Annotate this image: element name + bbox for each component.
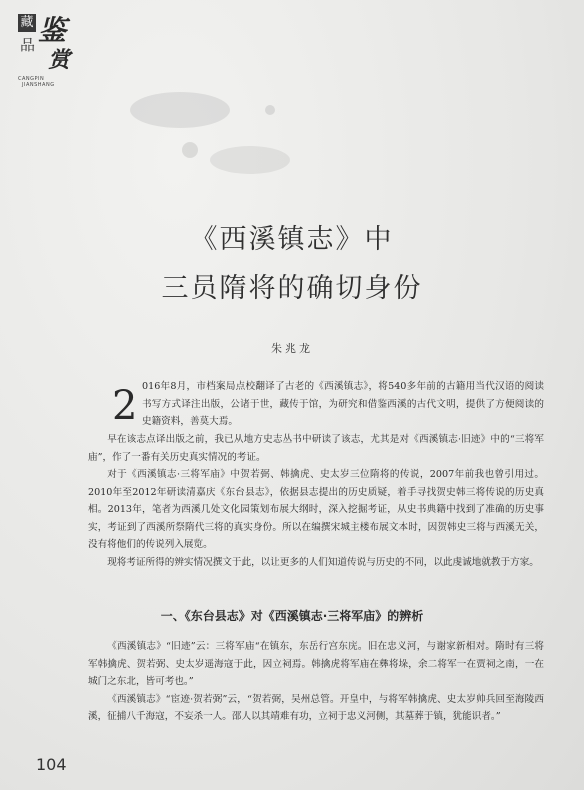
logo-english-2: JIANSHANG <box>22 82 55 88</box>
intro-paragraph <box>88 378 544 431</box>
drop-cap: 2 <box>112 383 138 429</box>
logo-box-char: 藏 <box>18 14 36 32</box>
section-body <box>88 638 544 726</box>
section-heading: 一、《东台县志》对《西溪镇志·三将军庙》的辨析 <box>160 609 424 623</box>
body-paragraph-2: 对于《西溪镇志·三将军庙》中贺若弼、韩擒虎、史太岁三位隋将的传说，2007年前我也曾引用过。2010年至2012年研读清嘉庆《东台县志》，依据县志提出的历史质疑，着手寻找贺史韩三将传说的历史真相。2013年，笔者为西溪几处文化园策划布展大纲时，深入挖掘考证，从史书典籍中找到了准确的历史事实，考证到了西溪所祭隋代三将的真实身份。所以在编撰宋城主楼布展文本时，因贺韩史三将与西溪无关，没有将他们的传说列入展览。 <box>88 469 544 550</box>
article-title-line-2: 三员隋将的确切身份 <box>161 273 423 304</box>
section-paragraph-2: 《西溪镇志》“宦迹·贺若弼”云，“贺若弼，吴州总管。开皇中，与将军韩擒虎、史太岁帅兵回至海陵西溪，征捕八千海寇，不妄杀一人。邵人以其靖难有功，立祠于忠义河侧，其墓葬于镇，犹能识者。” <box>88 693 544 722</box>
article-title-line-1: 《西溪镇志》中 <box>190 224 394 255</box>
page-number: 104 <box>36 755 67 774</box>
section-paragraph-1: 《西溪镇志》“旧迹”云：三将军庙“在镇东，东岳行宫东庑。旧在忠义河，与谢家新相对。隋时有三将军韩擒虎、贺若弼、史太岁遥海寇于此，因立祠焉。韩擒虎将军庙在彝将垛，余二将军一在贾祠之南，一在城门之东北，皆可考也。” <box>88 641 544 687</box>
article-body <box>88 431 544 571</box>
logo-calligraphy-1: 鉴 <box>38 14 67 47</box>
column-logo <box>18 14 78 89</box>
author-name: 朱兆龙 <box>271 342 313 355</box>
body-paragraph-3: 现将考证所得的辨实情况撰文于此，以让更多的人们知道传说与历史的不同，以此虔诚地就教于方家。 <box>107 556 539 568</box>
intro-text: 016年8月，市档案局点校翻译了古老的《西溪镇志》，将540多年前的古籍用当代汉语的阅读书写方式译注出版，公诸于世，藏传于馆，为研究和借鉴西溪的古代文明，提供了方便阅读的史籍资料，善莫大焉。 <box>142 381 544 427</box>
logo-calligraphy-2: 赏 <box>48 47 71 73</box>
logo-english-1: CANGPIN <box>18 76 45 82</box>
body-paragraph-1: 早在该志点译出版之前，我已从地方史志丛书中研读了该志，尤其是对《西溪镇志·旧迹》中的“三将军庙”，作了一番有关历史真实情况的考证。 <box>88 434 544 463</box>
logo-char: 品 <box>20 36 36 54</box>
ink-splash-decoration <box>120 70 330 230</box>
